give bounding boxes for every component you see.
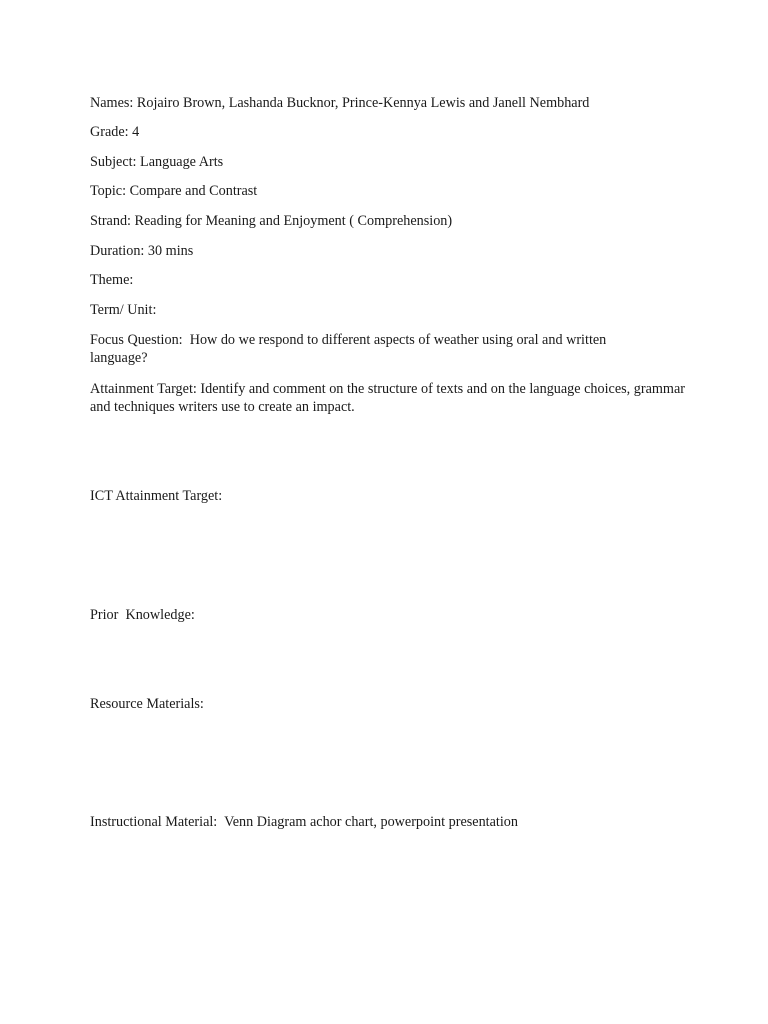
subject-line: Subject: Language Arts xyxy=(90,154,224,170)
strand-line: Strand: Reading for Meaning and Enjoyment ( Comprehension) xyxy=(90,213,453,229)
grade-line: Grade: 4 xyxy=(90,124,140,140)
resource-materials-line: Resource Materials: xyxy=(90,696,204,712)
ict-attainment-target-line: ICT Attainment Target: xyxy=(90,488,223,504)
duration-line: Duration: 30 mins xyxy=(90,243,194,259)
topic-line: Topic: Compare and Contrast xyxy=(90,183,258,199)
attainment-target-paragraph: Attainment Target: Identify and comment on the structure of texts and on the language choices, grammar and techniques writers use to create an impact. xyxy=(90,381,689,415)
term-unit-line: Term/ Unit: xyxy=(90,302,157,318)
prior-knowledge-line: Prior Knowledge: xyxy=(90,607,195,623)
names-line: Names: Rojairo Brown, Lashanda Bucknor, Prince-Kennya Lewis and Janell Nembhard xyxy=(90,95,590,111)
focus-question-paragraph: Focus Question: How do we respond to different aspects of weather using oral and written language? xyxy=(90,332,610,366)
theme-line: Theme: xyxy=(90,272,134,288)
instructional-material-line: Instructional Material: Venn Diagram achor chart, powerpoint presentation xyxy=(90,814,518,830)
